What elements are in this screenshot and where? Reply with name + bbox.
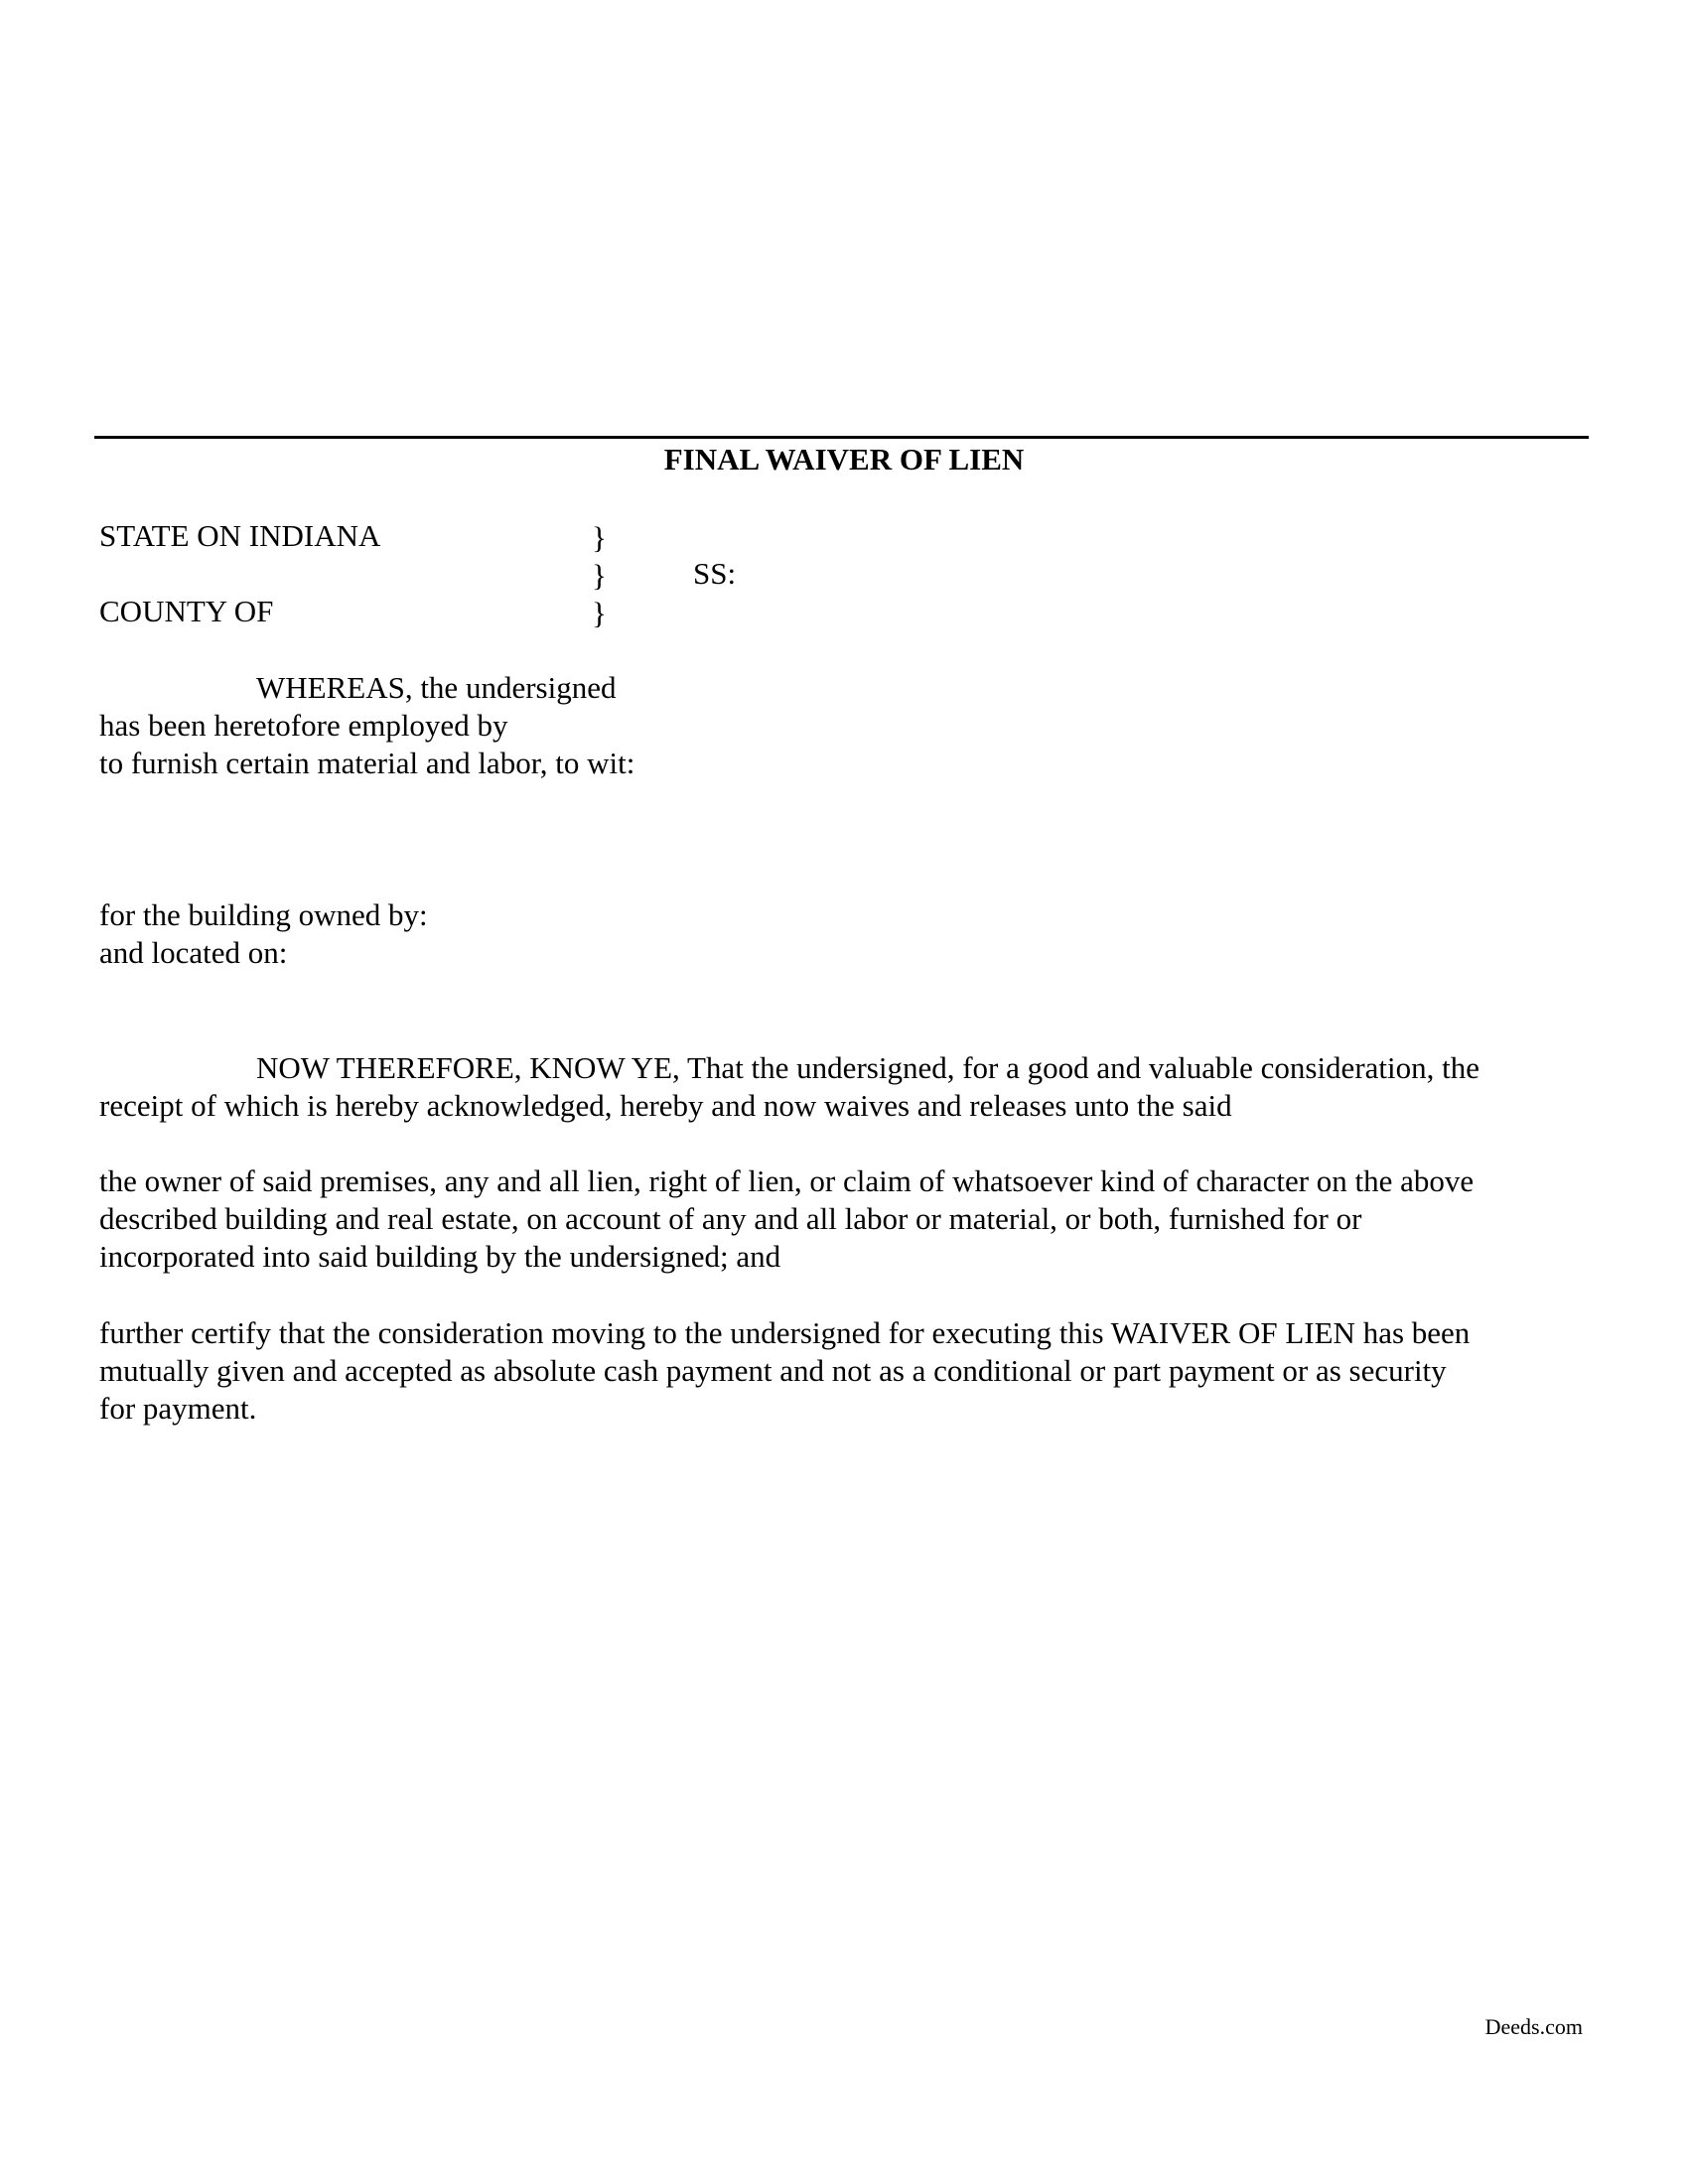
now-therefore-line-2: receipt of which is hereby acknowledged, hereby and now waives and releases unto the said [99, 1088, 1232, 1123]
now-therefore-line-1: NOW THEREFORE, KNOW YE, That the undersigned, for a good and valuable consideration, the [256, 1050, 1479, 1085]
owner-line-1: the owner of said premises, any and all lien, right of lien, or claim of whatsoever kind of character on the above [99, 1163, 1475, 1198]
building-line-1: for the building owned by: [99, 897, 428, 932]
owner-line-3: incorporated into said building by the undersigned; and [99, 1239, 781, 1274]
certify-line-1: further certify that the consideration moving to the undersigned for executing this WAIVER OF LIEN has been [99, 1315, 1471, 1350]
venue-brace-1: } [592, 520, 607, 555]
certify-paragraph [99, 1314, 1589, 1428]
building-paragraph [99, 896, 1589, 972]
whereas-paragraph [99, 669, 1589, 782]
venue-state: STATE ON INDIANA [99, 518, 381, 553]
venue-ss: SS: [693, 556, 737, 591]
now-therefore-paragraph [99, 1049, 1589, 1125]
whereas-line-2: has been heretofore employed by [99, 708, 508, 743]
certify-line-2: mutually given and accepted as absolute cash payment and not as a conditional or part payment or as security [99, 1353, 1447, 1388]
certify-line-3: for payment. [99, 1391, 257, 1426]
venue-brace-3: } [592, 596, 607, 630]
venue-county: COUNTY OF [99, 594, 274, 628]
footer-brand: Deeds.com [1484, 2014, 1583, 2039]
owner-line-2: described building and real estate, on account of any and all labor or material, or both, furnished for or [99, 1201, 1362, 1236]
top-rule [94, 436, 1589, 439]
whereas-line-3: to furnish certain material and labor, to wit: [99, 746, 635, 780]
owner-paragraph [99, 1162, 1589, 1276]
document-title: FINAL WAIVER OF LIEN [663, 442, 1025, 477]
whereas-line-1: WHEREAS, the undersigned [256, 670, 617, 705]
venue-brace-2: } [592, 558, 607, 593]
building-line-2: and located on: [99, 935, 288, 970]
